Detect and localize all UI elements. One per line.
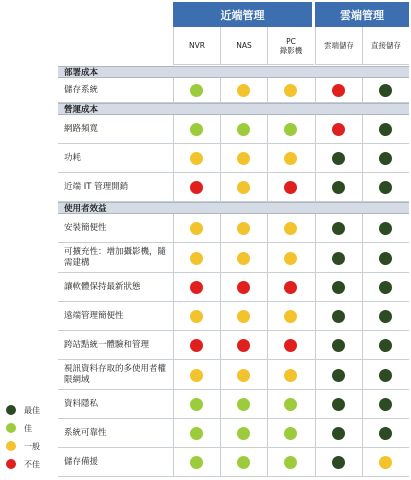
rating-dot-best [379,281,392,294]
rating-dot-average [284,222,297,235]
rating-dot-poor [284,339,297,352]
row-label: 網路頻寬 [64,124,99,134]
rating-dot-average [237,310,250,323]
header-edge-management: 近端管理 [173,2,314,27]
rating-dot-average [190,222,203,235]
rating-dot-average [284,152,297,165]
rating-dot-good [237,427,250,440]
rating-dot-average [190,252,203,265]
legend-label-good: 佳 [24,424,32,433]
rating-dot-best [379,252,392,265]
rating-dot-good [284,398,297,411]
rating-dot-poor [284,281,297,294]
legend-dot-best [6,405,16,415]
rating-dot-good [190,123,203,136]
rating-dot-best [332,339,345,352]
rating-dot-poor [237,281,250,294]
rating-dot-best [332,310,345,323]
rating-dot-best [332,281,345,294]
rating-dot-good [190,456,203,469]
row-label: 遠端管理簡便性 [64,311,124,321]
rating-dot-average [237,181,250,194]
legend-label-best: 最佳 [24,406,40,415]
header-cloud-management: 雲端管理 [315,2,409,27]
rating-dot-best [379,339,392,352]
rating-dot-best [379,310,392,323]
rating-dot-poor [190,281,203,294]
rating-dot-good [190,427,203,440]
row-label: 安裝簡便性 [64,223,107,233]
column-header-cloud-storage: 雲端儲存 [315,27,362,65]
rating-dot-best [379,427,392,440]
rating-dot-average [237,252,250,265]
rating-dot-best [332,222,345,235]
rating-dot-good [190,398,203,411]
rating-dot-good [284,456,297,469]
rating-dot-best [379,181,392,194]
rating-dot-best [332,456,345,469]
rating-dot-best [379,84,392,97]
rating-dot-best [379,222,392,235]
section-header: 部署成本 [58,66,409,78]
section-header: 使用者效益 [58,202,409,214]
legend-dot-average [6,441,16,451]
row-label: 可擴充性：增加攝影機，隨需建構 [64,247,167,268]
rating-dot-best [332,427,345,440]
rating-dot-average [379,456,392,469]
rating-dot-average [237,222,250,235]
row-label: 跨站點統一體驗和管理 [64,340,150,350]
rating-dot-poor [237,339,250,352]
rating-dot-best [379,398,392,411]
rating-dot-average [237,152,250,165]
rating-dot-good [237,456,250,469]
rating-dot-best [332,252,345,265]
column-header-pc-recorder: PC 錄影機 [267,27,314,65]
legend-dot-poor [6,459,16,469]
rating-dot-best [332,181,345,194]
rating-dot-good [237,398,250,411]
rating-dot-good [190,84,203,97]
rating-dot-average [284,369,297,382]
row-label: 儲存備援 [64,457,99,467]
column-header-direct-storage: 直接儲存 [362,27,409,65]
rating-dot-best [332,369,345,382]
rating-dot-poor [190,181,203,194]
rating-dot-poor [284,181,297,194]
rating-dot-average [190,152,203,165]
rating-dot-best [332,152,345,165]
legend-label-poor: 不佳 [24,460,40,469]
section-header: 營運成本 [58,103,409,115]
rating-dot-poor [332,123,345,136]
rating-dot-average [237,84,250,97]
row-label: 儲存系統 [64,85,99,95]
rating-dot-good [284,123,297,136]
rating-dot-average [284,252,297,265]
rating-dot-average [284,310,297,323]
rating-dot-average [190,310,203,323]
rating-dot-average [190,369,203,382]
row-label: 視訊資料存取的多使用者權限網域 [64,364,167,385]
rating-dot-average [237,369,250,382]
row-label: 讓軟體保持最新狀態 [64,282,141,292]
rating-dot-best [379,369,392,382]
rating-dot-poor [332,84,345,97]
rating-dot-good [237,123,250,136]
rating-dot-good [284,427,297,440]
column-header-nvr: NVR [173,27,220,65]
legend-label-average: 一般 [24,442,40,451]
rating-dot-poor [190,339,203,352]
row-label: 功耗 [64,153,82,163]
row-label: 資料隱私 [64,399,99,409]
row-label: 近端 IT 管理開銷 [64,182,129,192]
rating-dot-best [332,398,345,411]
rating-dot-best [379,152,392,165]
rating-dot-best [379,123,392,136]
legend-dot-good [6,423,16,433]
column-header-nas: NAS [220,27,267,65]
rating-dot-average [284,84,297,97]
row-label: 系統可靠性 [64,428,107,438]
